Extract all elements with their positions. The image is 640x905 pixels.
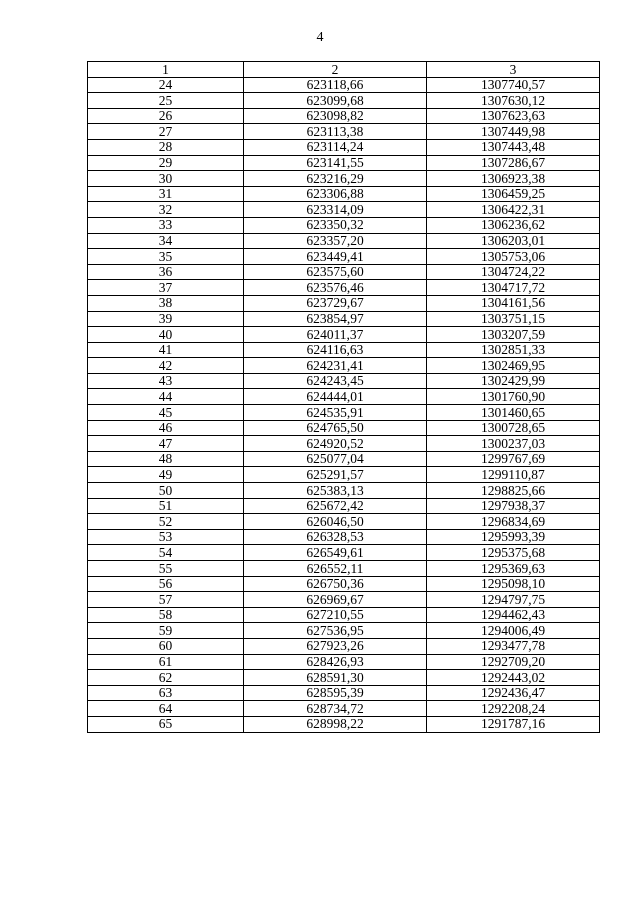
x-coordinate-cell: 626549,61	[244, 545, 427, 561]
point-number-cell: 36	[88, 264, 244, 280]
point-number-cell: 35	[88, 249, 244, 265]
x-coordinate-cell: 624231,41	[244, 358, 427, 374]
y-coordinate-cell: 1306422,31	[427, 202, 600, 218]
y-coordinate-cell: 1296834,69	[427, 514, 600, 530]
x-coordinate-cell: 623216,29	[244, 171, 427, 187]
table-row	[88, 483, 600, 499]
point-number-cell: 58	[88, 607, 244, 623]
point-number-cell: 24	[88, 77, 244, 93]
y-coordinate-cell: 1300237,03	[427, 436, 600, 452]
point-number-cell: 45	[88, 405, 244, 421]
table-row	[88, 311, 600, 327]
y-coordinate-cell: 1294797,75	[427, 592, 600, 608]
y-coordinate-cell: 1307630,12	[427, 93, 600, 109]
y-coordinate-cell: 1307286,67	[427, 155, 600, 171]
y-coordinate-cell: 1305753,06	[427, 249, 600, 265]
x-coordinate-cell: 627923,26	[244, 638, 427, 654]
x-coordinate-cell: 623306,88	[244, 186, 427, 202]
y-coordinate-cell: 1292436,47	[427, 685, 600, 701]
table-row	[88, 420, 600, 436]
y-coordinate-cell: 1298825,66	[427, 483, 600, 499]
y-coordinate-cell: 1300728,65	[427, 420, 600, 436]
table-row	[88, 607, 600, 623]
table-row	[88, 701, 600, 717]
table-row	[88, 529, 600, 545]
point-number-cell: 30	[88, 171, 244, 187]
x-coordinate-cell: 625077,04	[244, 451, 427, 467]
table-row	[88, 623, 600, 639]
y-coordinate-cell: 1301460,65	[427, 405, 600, 421]
table-row	[88, 139, 600, 155]
table-row	[88, 171, 600, 187]
page-number: 4	[316, 30, 324, 45]
point-number-cell: 60	[88, 638, 244, 654]
y-coordinate-cell: 1292709,20	[427, 654, 600, 670]
y-coordinate-cell: 1301760,90	[427, 389, 600, 405]
y-coordinate-cell: 1302851,33	[427, 342, 600, 358]
y-coordinate-cell: 1295993,39	[427, 529, 600, 545]
table-row	[88, 451, 600, 467]
point-number-cell: 49	[88, 467, 244, 483]
point-number-cell: 61	[88, 654, 244, 670]
x-coordinate-cell: 624011,37	[244, 327, 427, 343]
point-number-cell: 41	[88, 342, 244, 358]
point-number-cell: 56	[88, 576, 244, 592]
point-number-cell: 31	[88, 186, 244, 202]
x-coordinate-cell: 627536,95	[244, 623, 427, 639]
y-coordinate-cell: 1292208,24	[427, 701, 600, 717]
y-coordinate-cell: 1306203,01	[427, 233, 600, 249]
x-coordinate-cell: 624920,52	[244, 436, 427, 452]
x-coordinate-cell: 626969,67	[244, 592, 427, 608]
y-coordinate-cell: 1297938,37	[427, 498, 600, 514]
table-row	[88, 155, 600, 171]
y-coordinate-cell: 1295375,68	[427, 545, 600, 561]
x-coordinate-cell: 628426,93	[244, 654, 427, 670]
table-row	[88, 280, 600, 296]
point-number-cell: 29	[88, 155, 244, 171]
x-coordinate-cell: 627210,55	[244, 607, 427, 623]
y-coordinate-cell: 1307623,63	[427, 108, 600, 124]
x-coordinate-cell: 624116,63	[244, 342, 427, 358]
table-row	[88, 249, 600, 265]
table-row	[88, 654, 600, 670]
y-coordinate-cell: 1304161,56	[427, 295, 600, 311]
y-coordinate-cell: 1302429,99	[427, 373, 600, 389]
y-coordinate-cell: 1292443,02	[427, 670, 600, 686]
table-body	[88, 77, 600, 732]
x-coordinate-cell: 623098,82	[244, 108, 427, 124]
table-row	[88, 295, 600, 311]
table-row	[88, 186, 600, 202]
table-row	[88, 373, 600, 389]
table-row	[88, 202, 600, 218]
table-row	[88, 436, 600, 452]
point-number-cell: 54	[88, 545, 244, 561]
y-coordinate-cell: 1307443,48	[427, 139, 600, 155]
point-number-cell: 46	[88, 420, 244, 436]
table-row	[88, 561, 600, 577]
y-coordinate-cell: 1294006,49	[427, 623, 600, 639]
x-coordinate-cell: 623350,32	[244, 217, 427, 233]
x-coordinate-cell: 626750,36	[244, 576, 427, 592]
table-row	[88, 264, 600, 280]
y-coordinate-cell: 1306923,38	[427, 171, 600, 187]
point-number-cell: 55	[88, 561, 244, 577]
point-number-cell: 64	[88, 701, 244, 717]
y-coordinate-cell: 1295369,63	[427, 561, 600, 577]
y-coordinate-cell: 1304717,72	[427, 280, 600, 296]
column-header-2: 2	[244, 62, 427, 78]
x-coordinate-cell: 623113,38	[244, 124, 427, 140]
x-coordinate-cell: 626552,11	[244, 561, 427, 577]
table-row	[88, 77, 600, 93]
point-number-cell: 42	[88, 358, 244, 374]
x-coordinate-cell: 623141,55	[244, 155, 427, 171]
point-number-cell: 47	[88, 436, 244, 452]
point-number-cell: 33	[88, 217, 244, 233]
point-number-cell: 43	[88, 373, 244, 389]
y-coordinate-cell: 1294462,43	[427, 607, 600, 623]
point-number-cell: 32	[88, 202, 244, 218]
x-coordinate-cell: 628591,30	[244, 670, 427, 686]
point-number-cell: 53	[88, 529, 244, 545]
table-row	[88, 93, 600, 109]
point-number-cell: 59	[88, 623, 244, 639]
table-row	[88, 545, 600, 561]
table-row	[88, 467, 600, 483]
table-row	[88, 405, 600, 421]
x-coordinate-cell: 623576,46	[244, 280, 427, 296]
y-coordinate-cell: 1295098,10	[427, 576, 600, 592]
y-coordinate-cell: 1307740,57	[427, 77, 600, 93]
y-coordinate-cell: 1303207,59	[427, 327, 600, 343]
x-coordinate-cell: 623449,41	[244, 249, 427, 265]
table-row	[88, 108, 600, 124]
header-row	[88, 62, 600, 78]
table-row	[88, 358, 600, 374]
x-coordinate-cell: 623314,09	[244, 202, 427, 218]
table-row	[88, 685, 600, 701]
table-row	[88, 217, 600, 233]
x-coordinate-cell: 628734,72	[244, 701, 427, 717]
x-coordinate-cell: 626046,50	[244, 514, 427, 530]
x-coordinate-cell: 625672,42	[244, 498, 427, 514]
table-row	[88, 389, 600, 405]
x-coordinate-cell: 628998,22	[244, 716, 427, 732]
point-number-cell: 63	[88, 685, 244, 701]
table-row	[88, 576, 600, 592]
point-number-cell: 37	[88, 280, 244, 296]
table-row	[88, 327, 600, 343]
y-coordinate-cell: 1299767,69	[427, 451, 600, 467]
point-number-cell: 34	[88, 233, 244, 249]
table-row	[88, 638, 600, 654]
y-coordinate-cell: 1302469,95	[427, 358, 600, 374]
y-coordinate-cell: 1304724,22	[427, 264, 600, 280]
table-row	[88, 342, 600, 358]
y-coordinate-cell: 1293477,78	[427, 638, 600, 654]
coordinates-table	[87, 61, 600, 733]
y-coordinate-cell: 1307449,98	[427, 124, 600, 140]
table-header	[88, 62, 600, 78]
x-coordinate-cell: 623118,66	[244, 77, 427, 93]
x-coordinate-cell: 623729,67	[244, 295, 427, 311]
x-coordinate-cell: 624535,91	[244, 405, 427, 421]
table-row	[88, 124, 600, 140]
x-coordinate-cell: 623099,68	[244, 93, 427, 109]
point-number-cell: 38	[88, 295, 244, 311]
table-row	[88, 670, 600, 686]
point-number-cell: 51	[88, 498, 244, 514]
x-coordinate-cell: 625383,13	[244, 483, 427, 499]
table-row	[88, 514, 600, 530]
table-row	[88, 592, 600, 608]
point-number-cell: 26	[88, 108, 244, 124]
point-number-cell: 57	[88, 592, 244, 608]
y-coordinate-cell: 1299110,87	[427, 467, 600, 483]
x-coordinate-cell: 625291,57	[244, 467, 427, 483]
table-row	[88, 233, 600, 249]
point-number-cell: 62	[88, 670, 244, 686]
point-number-cell: 28	[88, 139, 244, 155]
point-number-cell: 52	[88, 514, 244, 530]
x-coordinate-cell: 623114,24	[244, 139, 427, 155]
x-coordinate-cell: 623854,97	[244, 311, 427, 327]
point-number-cell: 65	[88, 716, 244, 732]
y-coordinate-cell: 1291787,16	[427, 716, 600, 732]
x-coordinate-cell: 624243,45	[244, 373, 427, 389]
point-number-cell: 39	[88, 311, 244, 327]
x-coordinate-cell: 624765,50	[244, 420, 427, 436]
x-coordinate-cell: 628595,39	[244, 685, 427, 701]
column-header-3: 3	[427, 62, 600, 78]
x-coordinate-cell: 624444,01	[244, 389, 427, 405]
point-number-cell: 48	[88, 451, 244, 467]
point-number-cell: 27	[88, 124, 244, 140]
point-number-cell: 44	[88, 389, 244, 405]
x-coordinate-cell: 623357,20	[244, 233, 427, 249]
point-number-cell: 25	[88, 93, 244, 109]
point-number-cell: 50	[88, 483, 244, 499]
x-coordinate-cell: 626328,53	[244, 529, 427, 545]
column-header-1: 1	[88, 62, 244, 78]
x-coordinate-cell: 623575,60	[244, 264, 427, 280]
table-row	[88, 498, 600, 514]
point-number-cell: 40	[88, 327, 244, 343]
table-row	[88, 716, 600, 732]
y-coordinate-cell: 1303751,15	[427, 311, 600, 327]
y-coordinate-cell: 1306236,62	[427, 217, 600, 233]
y-coordinate-cell: 1306459,25	[427, 186, 600, 202]
